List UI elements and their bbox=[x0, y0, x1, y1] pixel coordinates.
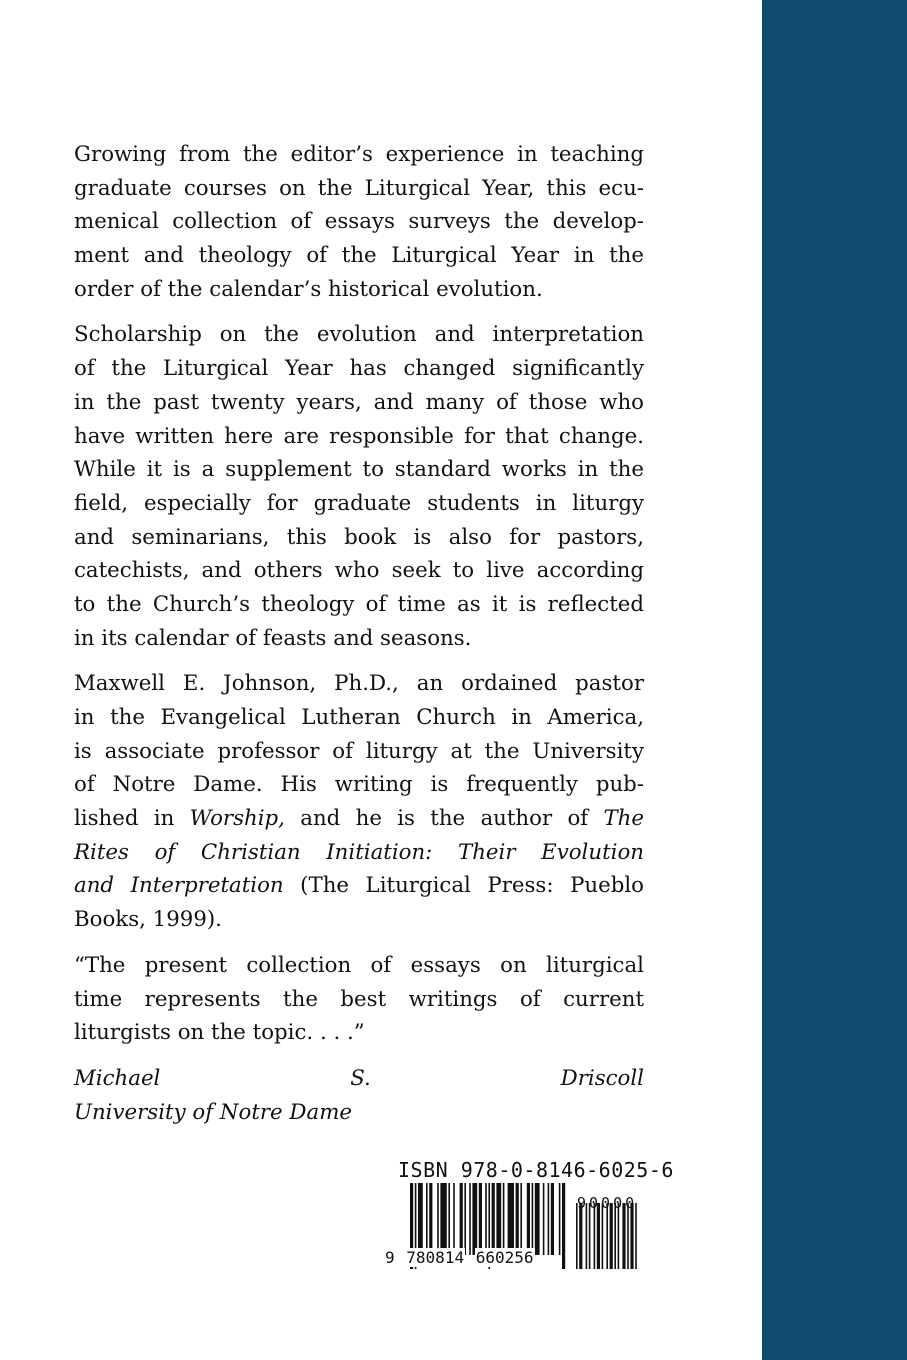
text-line bbox=[74, 487, 644, 521]
text: graduate courses on the Liturgical Year, this ecu- bbox=[74, 175, 644, 201]
addon-bar bbox=[579, 1203, 582, 1269]
text: in its calendar of feasts and seasons. bbox=[74, 625, 472, 651]
text-line bbox=[74, 588, 644, 622]
barcode-bar bbox=[418, 1183, 423, 1255]
text-line bbox=[74, 273, 644, 307]
addon-digits: 90000 bbox=[577, 1194, 638, 1212]
text: lished in bbox=[74, 806, 190, 832]
text: is associate professor of liturgy at the University bbox=[74, 738, 644, 764]
addon-bar bbox=[606, 1203, 608, 1269]
italic-text: Rites of Christian Initiation: Their Evolution bbox=[74, 839, 644, 865]
addon-bar bbox=[576, 1203, 578, 1269]
scholarship-paragraph bbox=[74, 318, 644, 655]
barcode-bar bbox=[527, 1183, 530, 1255]
text-line bbox=[74, 521, 644, 555]
text: Maxwell E. Johnson, Ph.D., an ordained pastor bbox=[74, 671, 644, 697]
text-line bbox=[74, 386, 644, 420]
cover-spine-band bbox=[762, 0, 907, 1360]
barcode-bar bbox=[440, 1183, 446, 1255]
barcode-bar bbox=[562, 1183, 565, 1269]
text-line bbox=[74, 554, 644, 588]
ean-digits bbox=[384, 1248, 535, 1267]
endorsement-quote bbox=[74, 949, 644, 1050]
ean-first-digit: 9 bbox=[385, 1248, 395, 1267]
italic-text: University of Notre Dame bbox=[74, 1099, 353, 1125]
text-line bbox=[74, 622, 644, 656]
text-line bbox=[74, 420, 644, 454]
text-line bbox=[74, 239, 644, 273]
italic-text: The bbox=[603, 806, 644, 832]
text-line bbox=[74, 949, 644, 983]
addon-bar bbox=[586, 1203, 588, 1269]
text: of the Liturgical Year has changed significantly bbox=[74, 356, 644, 382]
addon-bar bbox=[630, 1203, 633, 1269]
barcode-bar bbox=[479, 1183, 482, 1255]
text-line bbox=[74, 802, 644, 836]
barcode-bar bbox=[429, 1183, 432, 1255]
text-line bbox=[74, 836, 644, 870]
barcode-bar bbox=[485, 1183, 487, 1255]
description-paragraph bbox=[74, 138, 644, 306]
text: Books, 1999). bbox=[74, 907, 222, 933]
italic-text: Michael S. Driscoll bbox=[74, 1065, 644, 1091]
text-line bbox=[74, 983, 644, 1017]
text: ment and theology of the Liturgical Year in the bbox=[74, 243, 644, 269]
text: liturgists on the topic. . . .” bbox=[74, 1020, 365, 1046]
text-line bbox=[74, 1016, 644, 1050]
barcode-bar bbox=[448, 1183, 450, 1255]
barcode-bar bbox=[532, 1183, 534, 1255]
barcode-bar bbox=[520, 1183, 522, 1255]
text: time represents the best writings of current bbox=[74, 986, 644, 1012]
text-line bbox=[74, 1062, 644, 1096]
barcode-bar bbox=[453, 1183, 455, 1255]
barcode-bar bbox=[469, 1183, 471, 1255]
text: have written here are responsible for that change. bbox=[74, 423, 644, 449]
italic-text: Worship, bbox=[189, 806, 285, 832]
text: order of the calendar’s historical evolution. bbox=[74, 276, 543, 302]
text: Scholarship on the evolution and interpretation bbox=[74, 322, 644, 348]
text-line bbox=[74, 453, 644, 487]
text: Growing from the editor’s experience in teaching bbox=[74, 142, 644, 167]
barcode-bar bbox=[496, 1183, 501, 1255]
text-line bbox=[74, 318, 644, 352]
addon-bar bbox=[622, 1203, 625, 1269]
addon-bar bbox=[618, 1203, 620, 1269]
addon-bar bbox=[597, 1203, 600, 1269]
text-line bbox=[74, 869, 644, 903]
barcode-bar bbox=[464, 1183, 466, 1255]
addon-bar bbox=[610, 1203, 613, 1269]
barcode-bar bbox=[492, 1183, 495, 1255]
text-line bbox=[74, 138, 644, 172]
ean-left-digits: 780814 bbox=[406, 1248, 465, 1267]
addon-bar bbox=[614, 1203, 616, 1269]
barcode-bar bbox=[548, 1183, 550, 1255]
text: of Notre Dame. His writing is frequently pub- bbox=[74, 772, 644, 798]
back-cover-text bbox=[74, 138, 644, 1141]
addon-bar bbox=[635, 1203, 637, 1269]
barcode-bar bbox=[559, 1183, 561, 1255]
text: and he is the author of bbox=[284, 806, 604, 832]
barcode-bar bbox=[508, 1183, 514, 1255]
text: menical collection of essays surveys the develop- bbox=[74, 209, 644, 235]
barcode-bar bbox=[503, 1183, 505, 1255]
text-line bbox=[74, 735, 644, 769]
text: field, especially for graduate students in liturgy bbox=[74, 490, 644, 516]
text-line bbox=[74, 1096, 644, 1130]
text-line bbox=[74, 768, 644, 802]
addon-bar bbox=[594, 1203, 596, 1269]
text: (The Liturgical Press: Pueblo bbox=[283, 873, 644, 899]
text: and seminarians, this book is also for pastors, bbox=[74, 524, 644, 550]
addon-bar bbox=[627, 1203, 629, 1269]
barcode-bar bbox=[535, 1183, 540, 1255]
ean-right-digits: 660256 bbox=[475, 1248, 534, 1267]
barcode-bar bbox=[437, 1183, 439, 1255]
text: in the past twenty years, and many of those who bbox=[74, 389, 644, 415]
text-line bbox=[74, 903, 644, 937]
barcode-bar bbox=[543, 1183, 545, 1255]
text: “The present collection of essays on liturgical bbox=[74, 952, 644, 978]
text: catechists, and others who seek to live according bbox=[74, 558, 644, 584]
endorsement-attribution bbox=[74, 1062, 644, 1129]
text-line bbox=[74, 701, 644, 735]
isbn-label: ISBN 978-0-8146-6025-6 bbox=[398, 1158, 674, 1182]
barcode-bar bbox=[460, 1183, 463, 1255]
italic-text: and Interpretation bbox=[74, 873, 284, 899]
addon-bar bbox=[589, 1203, 591, 1269]
text: to the Church’s theology of time as it is reflected bbox=[74, 591, 644, 617]
barcode-bar bbox=[551, 1183, 554, 1255]
text: While it is a supplement to standard works in the bbox=[74, 457, 644, 483]
text-line bbox=[74, 205, 644, 239]
text-line bbox=[74, 667, 644, 701]
addon-bar bbox=[602, 1203, 604, 1269]
barcode-bar bbox=[472, 1183, 477, 1255]
text-line bbox=[74, 352, 644, 386]
text: in the Evangelical Lutheran Church in America, bbox=[74, 705, 644, 730]
author-bio-paragraph bbox=[74, 667, 644, 937]
barcode-bar bbox=[516, 1183, 519, 1255]
text-line bbox=[74, 172, 644, 206]
barcode-bar bbox=[426, 1183, 428, 1255]
